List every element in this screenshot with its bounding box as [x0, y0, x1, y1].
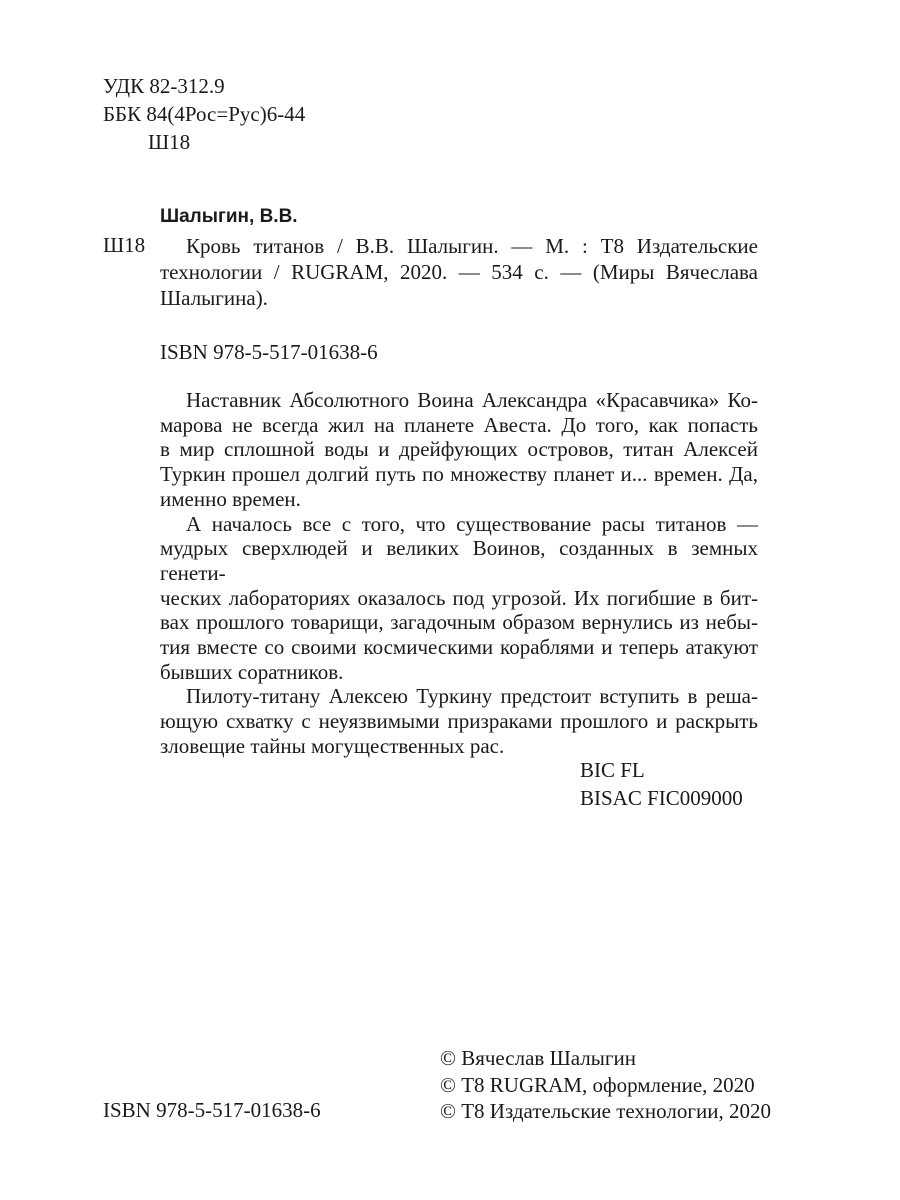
annotation	[160, 388, 758, 759]
record-line: Кровь титанов / В.В. Шалыгин. — М. : Т8 Издательские	[186, 234, 758, 258]
annotation-line: вах прошлого товарищи, загадочным образом вернулись из небы-	[160, 610, 758, 635]
annotation-line: А началось все с того, что существование расы титанов —	[186, 511, 758, 536]
bbk-code: ББК 84(4Рос=Рус)6-44	[103, 102, 306, 126]
isbn-footer: ISBN 978-5-517-01638-6	[103, 1098, 321, 1122]
annotation-line: ющую схватку с неуязвимыми призраками прошлого и раскрыть	[160, 709, 758, 734]
annotation-line: марова не всегда жил на планете Авеста. До того, как попасть	[160, 412, 758, 437]
annotation-line: тия вместе со своими космическими кораблями и теперь атакуют	[160, 635, 758, 660]
copyright-block	[440, 1045, 771, 1125]
annotation-line: мудрых сверхлюдей и великих Воинов, созданных в земных генети-	[160, 536, 758, 585]
copyright-line: © Т8 Издательские технологии, 2020	[440, 1099, 771, 1123]
copyright-line: © Т8 RUGRAM, оформление, 2020	[440, 1072, 755, 1097]
author-heading: Шалыгин, В.В.	[160, 206, 298, 227]
bic-code: BIC FL	[580, 758, 645, 782]
annotation-line: в мир сплошной воды и дрейфующих островов, титан Алексей	[160, 437, 758, 462]
annotation-line: именно времен.	[160, 486, 301, 511]
record-cutter: Ш18	[103, 233, 146, 257]
annotation-line: зловещие тайны могущественных рас.	[160, 733, 505, 758]
record-line: Шалыгина).	[160, 286, 268, 310]
record-line: технологии / RUGRAM, 2020. — 534 с. — (Миры Вячеслава	[160, 260, 758, 284]
annotation-line: Наставник Абсолютного Воина Александра «Красавчика» Ко-	[186, 388, 758, 412]
copyright-line: © Вячеслав Шалыгин	[440, 1046, 636, 1070]
record-isbn: ISBN 978-5-517-01638-6	[160, 340, 378, 364]
annotation-line: Пилоту-титану Алексею Туркину предстоит вступить в реша-	[186, 684, 758, 709]
annotation-line: ческих лабораториях оказалось под угрозой. Их погибшие в бит-	[160, 585, 758, 610]
bibliographic-record	[160, 233, 758, 311]
annotation-line: бывших соратников.	[160, 659, 344, 684]
classification-codes	[103, 72, 305, 156]
subject-codes	[580, 756, 743, 812]
annotation-line: Туркин прошел долгий путь по множеству планет и... времен. Да,	[160, 462, 758, 487]
cutter-code: Ш18	[148, 130, 191, 154]
bisac-code: BISAC FIC009000	[580, 786, 743, 810]
udk-code: УДК 82-312.9	[103, 74, 225, 98]
